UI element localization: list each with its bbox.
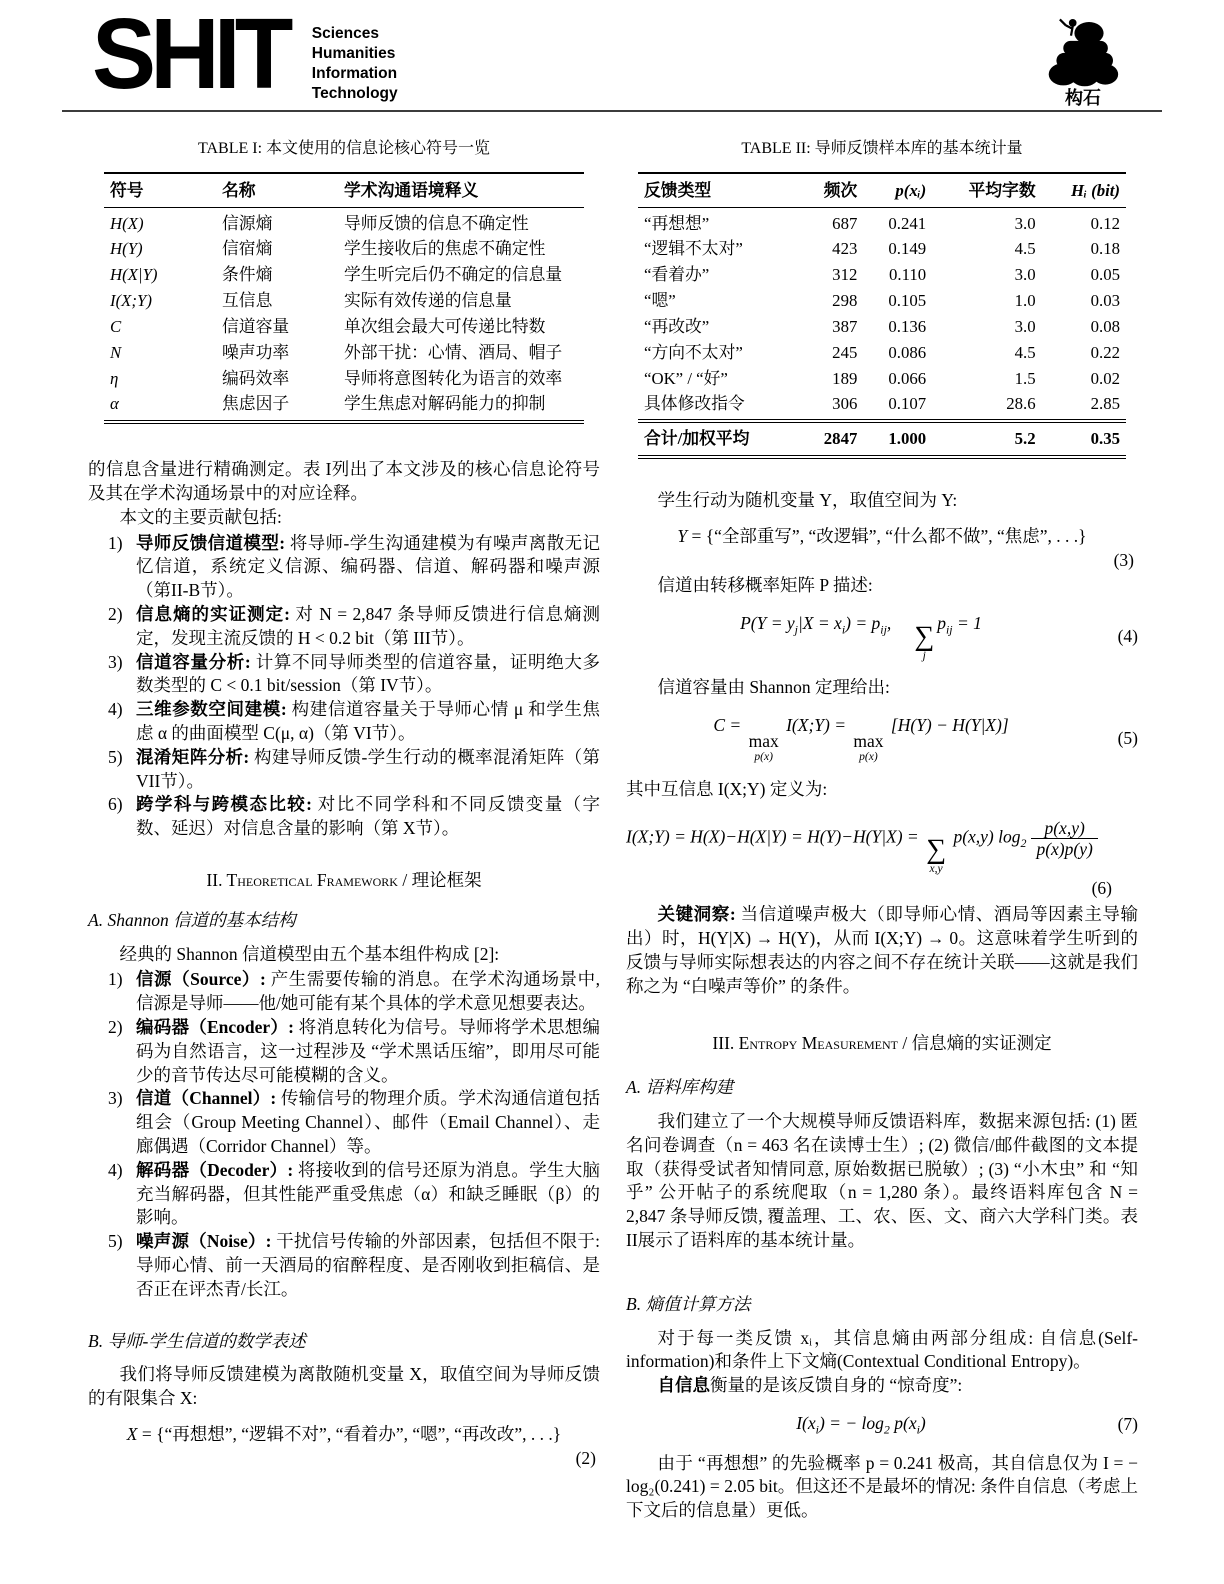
table-cell: 合计/加权平均	[638, 421, 800, 457]
column-header: 学术沟通语境释义	[338, 173, 584, 207]
table-cell: “逻辑不太对”	[644, 239, 743, 259]
list-item-lead: 信源（Source）:	[136, 969, 271, 990]
equation-term: |X = x	[797, 613, 842, 634]
paragraph: 我们建立了一个大规模导师反馈语料库，数据来源包括: (1) 匿名问卷调查（n = 463 名在读博士生）; (2) 微信/邮件截图的文本提取（获得受试者知情同意, 原始数据已脱敏）; (3) “小木虫” 和 “知乎” 公开帖子的系统爬取（n = 1,280 条）。最终语料库包含 N = 2,847 条导师反馈, 覆盖理、工、农、医、文、商六大学科门类。表 II展示了语料库的基本统计量。	[626, 1111, 1138, 1250]
table-cell: 0.105	[888, 291, 927, 311]
components-list	[88, 968, 600, 1301]
table-row	[104, 314, 584, 340]
equation-term: p	[937, 613, 946, 634]
table-cell: 信宿熵	[222, 239, 273, 259]
list-item-text: 构建导师反馈-学生行动的概率混淆矩阵（第 VII节）。	[136, 746, 601, 791]
table-cell: 1.000	[863, 421, 932, 457]
list-item-lead: 信道容量分析:	[136, 651, 256, 672]
equation-term: = {“再想想”, “逻辑不对”, “看着办”, “嗯”, “再改改”, . . .}	[137, 1423, 562, 1444]
max-operator: max p(x)	[853, 730, 884, 764]
table-row	[104, 207, 584, 236]
equation-term: )	[919, 1412, 926, 1433]
table-cell: 信道容量	[222, 316, 290, 336]
table-cell: 0.02	[1090, 368, 1120, 388]
symbols-table	[104, 172, 584, 424]
table-row	[104, 391, 584, 422]
table-cell: H(Y)	[110, 239, 143, 259]
equation-label: (6)	[1091, 878, 1112, 899]
sum-operator: ∑ x,y	[926, 834, 947, 875]
column-header: 平均字数	[932, 173, 1041, 207]
subsection-heading-2a: A. Shannon 信道的基本结构	[88, 909, 296, 930]
table-cell: 0.149	[888, 239, 927, 259]
list-item-text: 将消息转化为信号。导师将学术思想编码为自然语言，这一过程涉及 “学术黑话压缩”，即用尽可能少的音节传达尽可能模糊的含义。	[136, 1016, 600, 1085]
table-row	[638, 262, 1126, 288]
table-row	[638, 366, 1126, 392]
equation-label: (2)	[575, 1447, 596, 1468]
list-item-text: 计算不同导师类型的信道容量，证明绝大多数类型的 C < 0.1 bit/session（第 IV节）。	[136, 651, 600, 696]
table-cell: 3.0	[1014, 213, 1036, 233]
list-item-text: 干扰信号传输的外部因素，包括但不限于: 导师心情、前一天酒局的宿醉程度、是否刚收到拒稿信、是否正在评杰青/长江。	[136, 1231, 600, 1299]
table-cell: 0.110	[889, 265, 927, 285]
paragraph-text: 衡量的是该反馈自身的 “惊奇度”:	[710, 1375, 963, 1396]
table-cell: 条件熵	[222, 265, 273, 285]
table-row	[104, 236, 584, 262]
table-cell: 0.086	[888, 342, 927, 362]
table-cell: “看着办”	[644, 265, 710, 285]
paragraph: 经典的 Shannon 信道模型由五个基本组件构成 [2]:	[119, 943, 500, 964]
table-cell: “OK” / “好”	[644, 368, 728, 388]
equation-subscript: i	[841, 622, 846, 637]
journal-logo-text: SHIT	[92, 0, 288, 110]
list-item	[108, 603, 600, 651]
list-item-lead: 噪声源（Noise）:	[136, 1231, 277, 1252]
right-column	[626, 136, 1138, 1523]
table-cell: 具体修改指令	[644, 394, 745, 414]
table-cell: 1.0	[1014, 291, 1036, 311]
table-header-row	[638, 173, 1126, 207]
table-cell: 387	[832, 316, 858, 336]
table-cell: 焦虑因子	[216, 391, 338, 422]
column-header: Hᵢ (bit)	[1042, 173, 1126, 207]
list-item-text: 产生需要传输的消息。在学术沟通场景中, 信源是导师——他/她可能有某个具体的学术意见想要表达。	[136, 969, 601, 1014]
list-item-lead: 跨学科与跨模态比较:	[136, 794, 318, 815]
equation-term: I(X;Y) =	[781, 715, 851, 736]
list-item-lead: 导师反馈信道模型:	[136, 532, 290, 553]
equation-term: X	[126, 1423, 138, 1444]
table-cell: 0.107	[888, 394, 927, 414]
paragraph-lead: 自信息	[657, 1375, 710, 1396]
table-cell: 306	[832, 394, 858, 414]
list-item-text: 将导师-学生沟通建模为有噪声离散无记忆信道，系统定义信源、编码器、信道、解码器和噪声源（第II-B节）。	[136, 532, 600, 601]
equation-5	[626, 714, 1138, 764]
paragraph: 本文的主要贡献包括:	[119, 506, 282, 527]
paragraph: 其中互信息 I(X;Y) 定义为:	[626, 778, 828, 799]
table-cell: 5.2	[932, 421, 1041, 457]
equation-label: (7)	[1117, 1413, 1138, 1434]
tagline-line: Humanities	[311, 45, 396, 63]
equation-term: ) = p	[845, 613, 881, 634]
table-cell: 245	[832, 342, 858, 362]
list-item-text: 传输信号的物理介质。学术沟通信道包括组会（Group Meeting Channel）、邮件（Email Channel）、走廊偶遇（Corridor Channel）等。	[136, 1088, 600, 1156]
equation-label: (4)	[1117, 626, 1138, 647]
equation-term: ) = − log	[818, 1412, 884, 1433]
list-item-lead: 混淆矩阵分析:	[136, 746, 255, 767]
list-item	[108, 532, 600, 603]
column-header: 反馈类型	[638, 173, 800, 207]
table-cell: 0.08	[1090, 316, 1120, 336]
list-item-lead: 编码器（Encoder）:	[136, 1016, 299, 1037]
table-cell: N	[110, 342, 122, 362]
table-cell: 导师反馈的信息不确定性	[344, 213, 529, 233]
table-row	[638, 236, 1126, 262]
table-cell: H(X|Y)	[110, 265, 158, 285]
equation-term: I(X;Y) = H(X)−H(X|Y) = H(Y)−H(Y|X) =	[626, 826, 924, 847]
statistics-table	[638, 172, 1126, 459]
stone-pile-icon	[1040, 16, 1126, 88]
equation-subscript: ij	[880, 622, 887, 637]
table-cell: 2.85	[1090, 394, 1120, 414]
list-item	[108, 651, 600, 699]
paragraph-selfinfo	[626, 1374, 1138, 1398]
table-cell: 28.6	[1006, 394, 1036, 414]
column-header: 符号	[104, 173, 216, 207]
equation-term: I(x	[796, 1412, 816, 1433]
equation-label: (3)	[1113, 549, 1134, 570]
table-cell: 互信息	[222, 291, 273, 311]
paragraph: 我们将导师反馈建模为离散随机变量 X，取值空间为导师反馈的有限集合 X:	[88, 1364, 600, 1409]
table-cell: 312	[832, 265, 858, 285]
table-cell: 0.066	[888, 368, 927, 388]
table-cell: 单次组会最大可传递比特数	[344, 316, 546, 336]
list-item-lead: 信道（Channel）:	[136, 1088, 281, 1109]
table-cell: 导师将意图转化为语言的效率	[344, 368, 563, 388]
column-header: 频次	[800, 173, 863, 207]
equation-4	[626, 612, 1138, 662]
table-cell: 0.35	[1042, 421, 1126, 457]
equation-term: = 1	[952, 613, 982, 634]
equation-term: [H(Y) − H(Y|X)]	[886, 715, 1009, 736]
paragraph: 的信息含量进行精确测定。表 I列出了本文涉及的核心信息论符号及其在学术沟通场景中的对应诠释。	[88, 459, 600, 503]
table-cell: C	[110, 316, 122, 336]
equation-term: p(x,y) log	[949, 826, 1021, 847]
table-cell: 4.5	[1014, 342, 1036, 362]
table-cell: 0.22	[1090, 342, 1120, 362]
list-item-lead: 三维参数空间建模:	[136, 699, 292, 720]
table-cell: 0.18	[1090, 239, 1120, 259]
table-cell: “方向不太对”	[644, 342, 743, 362]
table-cell: 189	[832, 368, 858, 388]
journal-logo	[92, 0, 398, 110]
table-cell: 687	[832, 213, 858, 233]
paragraph: 信道容量由 Shannon 定理给出:	[657, 677, 890, 698]
table-cell: 3.0	[1014, 265, 1036, 285]
equation-subscript: i	[815, 1422, 819, 1437]
paragraph: 学生行动为随机变量 Y，取值空间为 Y:	[657, 490, 958, 511]
sum-operator: ∑ j	[914, 620, 935, 662]
equation-subscript: ij	[945, 622, 953, 637]
paragraph: 对于每一类反馈 xᵢ，其信息熵由两部分组成: 自信息(Self-information)和条件上下文熵(Contextual Conditional Entropy)。	[626, 1327, 1138, 1372]
table-cell: α	[104, 391, 216, 422]
column-header: p(xᵢ)	[863, 173, 932, 207]
table-cell: 0.241	[888, 213, 927, 233]
table-total-row	[638, 421, 1126, 457]
equation-subscript: j	[794, 622, 798, 637]
equation-term: ,	[886, 613, 892, 634]
list-item	[108, 968, 600, 1016]
equation-term: Y	[677, 525, 688, 546]
table-row	[638, 314, 1126, 340]
list-item	[108, 698, 600, 746]
table-cell: H(X)	[110, 213, 144, 233]
equation-subscript: 2	[883, 1422, 890, 1437]
list-item-text: 构建信道容量关于导师心情 μ 和学生焦虑 α 的曲面模型 C(μ, α)（第 VI节）。	[136, 699, 600, 743]
contributions-list	[88, 532, 600, 841]
list-item-text: 将接收到的信号还原为消息。学生大脑充当解码器，但其性能严重受焦虑（α）和缺乏睡眠（β）的影响。	[136, 1159, 600, 1228]
paragraph: 信道由转移概率矩阵 P 描述:	[657, 575, 873, 596]
left-column	[88, 136, 600, 1523]
paragraph-key-insight	[626, 903, 1138, 998]
table-row	[638, 207, 1126, 236]
table-cell: η	[110, 368, 119, 388]
paragraph: 由于 “再想想” 的先验概率 p = 0.241 极高，其自信息仅为 I = − log₂(0.241) = 2.05 bit。但这还不是最坏的情况: 条件自信息（考虑上下文后的信息量）更低。	[626, 1452, 1138, 1521]
section-heading-2: II. Theoretical Framework / 理论框架	[206, 869, 482, 890]
table-cell: 实际有效传递的信息量	[344, 291, 512, 311]
table-row	[104, 340, 584, 366]
tagline-line: Sciences	[311, 25, 380, 42]
list-item-lead: 解码器（Decoder）:	[136, 1159, 298, 1180]
table-cell: 0.03	[1090, 291, 1120, 311]
table-header-row	[104, 173, 584, 207]
publisher-logo	[1028, 16, 1138, 110]
table-cell: 信源熵	[222, 213, 273, 233]
list-item-lead: 信息熵的实证测定:	[136, 603, 296, 624]
equation-term: = {“全部重写”, “改逻辑”, “什么都不做”, “焦虑”, . . .}	[687, 525, 1087, 546]
paragraph-lead: 关键洞察:	[657, 904, 741, 925]
section-heading-3: III. Entropy Measurement / 信息熵的实证测定	[712, 1033, 1052, 1054]
equation-term: C =	[713, 715, 746, 736]
subsection-heading-3a: A. 语料库构建	[626, 1077, 733, 1098]
list-item	[108, 1016, 600, 1087]
journal-tagline	[312, 16, 398, 105]
list-item-text: 对 N = 2,847 条导师反馈进行信息熵测定，发现主流反馈的 H < 0.2 bit（第 III节）。	[136, 603, 600, 648]
equation-7	[626, 1412, 1138, 1438]
table-row	[638, 288, 1126, 314]
subsection-heading-3b: B. 熵值计算方法	[626, 1293, 751, 1314]
masthead	[0, 0, 1224, 108]
table-row	[104, 366, 584, 392]
equation-subscript: i	[916, 1422, 920, 1437]
table-row	[104, 262, 584, 288]
table-cell: 学生听完后仍不确定的信息量	[344, 265, 563, 285]
equation-term: P(Y = y	[740, 613, 795, 634]
table-cell: 0.12	[1090, 213, 1120, 233]
table-cell: 1.5	[1014, 368, 1036, 388]
equation-term: p(x	[889, 1412, 917, 1433]
table-cell: 学生焦虑对解码能力的抑制	[338, 391, 584, 422]
equation-3	[626, 525, 1138, 573]
table-cell: “嗯”	[644, 291, 676, 311]
column-header: 名称	[216, 173, 338, 207]
table-cell: 噪声功率	[222, 342, 290, 362]
table-row	[638, 391, 1126, 421]
fraction: $\frac{p(x,y)}{p(x)p(y)}$	[1031, 818, 1097, 859]
table2-caption: TABLE II: 导师反馈样本库的基本统计量	[741, 140, 1023, 157]
subsection-heading-2b: B. 导师-学生信道的数学表述	[88, 1330, 306, 1351]
table-cell: “再改改”	[644, 316, 710, 336]
list-item-text: 对比不同学科和不同反馈变量（字数、延迟）对信息含量的影响（第 X节）。	[136, 794, 601, 839]
equation-subscript: 2	[1020, 835, 1027, 850]
equation-2	[88, 1423, 600, 1471]
equation-6	[626, 818, 1138, 902]
tagline-line: Information	[311, 65, 398, 83]
max-operator: max p(x)	[748, 730, 779, 764]
table-row	[104, 288, 584, 314]
table-cell: 0.05	[1090, 265, 1120, 285]
list-item	[108, 1087, 600, 1158]
table1-caption: TABLE I: 本文使用的信息论核心符号一览	[197, 140, 491, 157]
table-cell: “再想想”	[644, 213, 710, 233]
table-cell: 学生接收后的焦虑不确定性	[344, 239, 546, 259]
table-cell: 0.136	[888, 316, 927, 336]
table-cell: 2847	[800, 421, 863, 457]
list-item	[108, 793, 600, 841]
table-cell: 4.5	[1014, 239, 1036, 259]
list-item	[108, 1230, 600, 1301]
paper-body	[0, 112, 1224, 1523]
table-row	[638, 340, 1126, 366]
list-item	[108, 1159, 600, 1230]
table-cell: 298	[832, 291, 858, 311]
table-cell: 3.0	[1014, 316, 1036, 336]
equation-label: (5)	[1117, 728, 1138, 749]
publisher-logo-caption: 构石	[1065, 88, 1101, 108]
table-cell: 编码效率	[222, 368, 290, 388]
table-cell: 外部干扰：心情、酒局、帽子	[344, 342, 563, 362]
list-item	[108, 746, 600, 794]
paragraph-text: 当信道噪声极大（即导师心情、酒局等因素主导输出）时，H(Y|X) → H(Y)，从而 I(X;Y) → 0。这意味着学生听到的反馈与导师实际想表达的内容之间不存在统计关联——这就是我们称之为 “白噪声等价” 的条件。	[626, 904, 1139, 996]
table-cell: I(X;Y)	[110, 291, 152, 311]
table-cell: 423	[832, 239, 858, 259]
tagline-line: Technology	[311, 85, 398, 103]
